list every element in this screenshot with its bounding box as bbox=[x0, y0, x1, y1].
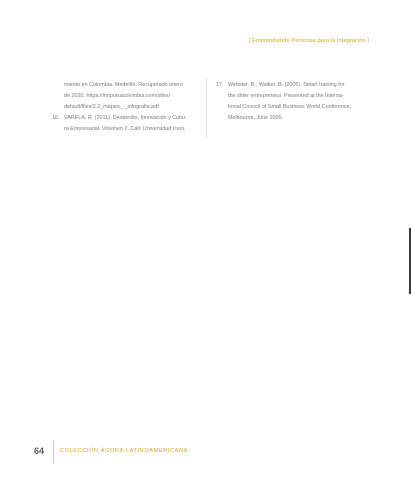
reference-text-line: the older entrepreneur. Presented at the Interna- bbox=[228, 93, 344, 99]
running-header-title: Emprendiendo Personas para la Integración bbox=[252, 38, 366, 44]
reference-text-line: tional Council of Small Business World Conference, bbox=[228, 104, 352, 110]
reference-text-line: VARELA, R. (2011). Desarrollo, Innovación y Cultu- bbox=[64, 115, 187, 121]
page-number: 64 bbox=[34, 446, 45, 456]
reference-number: 17. bbox=[216, 82, 224, 88]
reference-text-line: ra Empresarial. Volumen 2. Cali: Universidad Icesi. bbox=[64, 126, 186, 132]
reference-continuation bbox=[52, 80, 202, 113]
reference-text-line: default/files/2.2_mapeo_-_infografia.pdf bbox=[64, 104, 159, 110]
reference-item-16 bbox=[52, 113, 202, 135]
running-header bbox=[249, 38, 369, 44]
header-bracket-close: ] bbox=[367, 38, 369, 44]
collection-label: COLECCIÓN ÁGORA LATINOAMERICANA bbox=[60, 448, 188, 454]
references-left-column bbox=[52, 80, 202, 135]
reference-text-line: miento en Colombia. Medellín. Recuperado enero bbox=[64, 82, 183, 88]
reference-text-line: Melbourne, June 2005. bbox=[228, 115, 284, 121]
reference-text-line: de 2020. https://innpulsacolombia.com/sites/ bbox=[64, 93, 171, 99]
reference-text-line: Webster, B.; Walker, B. (2005). Smart training for bbox=[228, 82, 345, 88]
column-divider bbox=[206, 78, 207, 138]
reference-number: 16. bbox=[52, 115, 60, 121]
header-bracket-open: [ bbox=[248, 38, 251, 44]
references-right-column bbox=[216, 80, 364, 124]
reference-item-17 bbox=[216, 80, 364, 124]
footer-divider bbox=[53, 441, 54, 463]
